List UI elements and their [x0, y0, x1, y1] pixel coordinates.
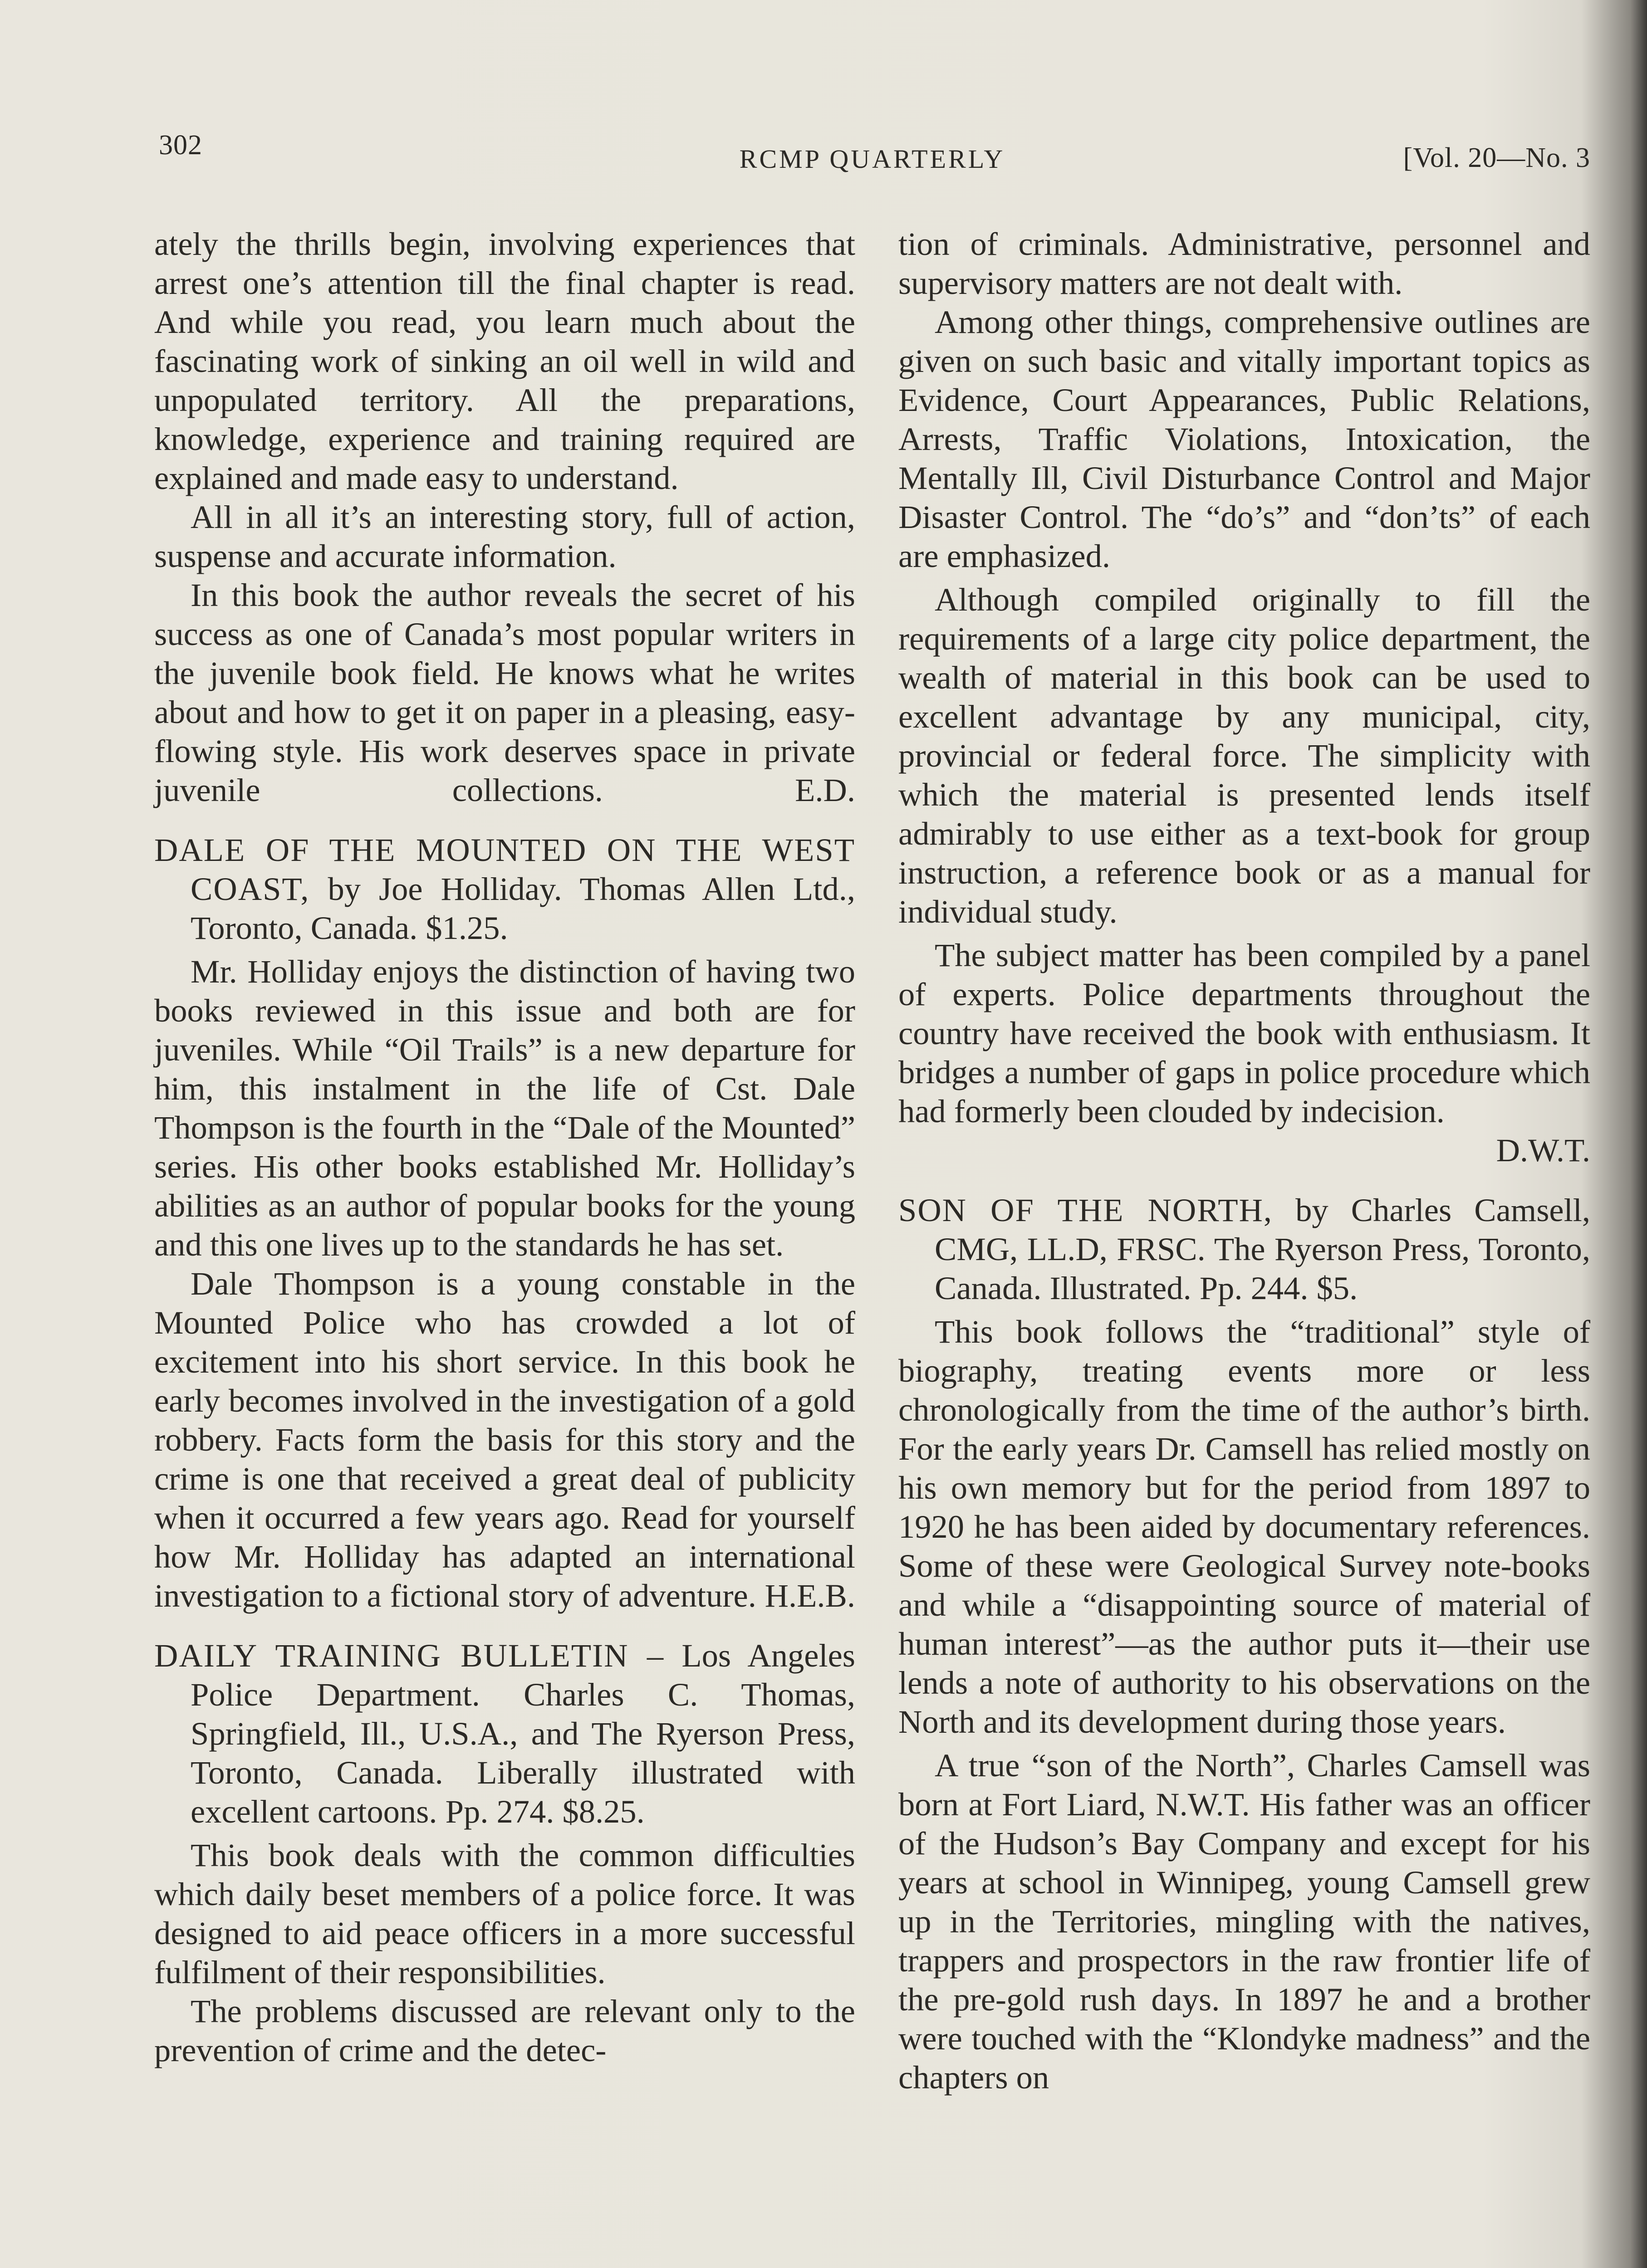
review-paragraph: Although compiled originally to fill the requirements of a large city police department, the wealth of material in this book can be used to excellent advantage by any municipal, city, provincial or federal force. The simplicity with which the material is presented lends itself admirably to use either as a text-book for group instruction, a reference book or as a manual for individual study.: [898, 581, 1590, 930]
review-heading-bulletin: [154, 1636, 855, 1831]
reviewer-initials: E.D.: [795, 772, 856, 808]
review-paragraph: Among other things, comprehensive outlines are given on such basic and vitally important topics as Evidence, Court Appearances, Public Relations, Arrests, Traffic Violations, Intoxication, the Mentally Ill, Civil Disturbance Control and Major Disaster Control. The “do’s” and “don’ts” of each are emphasized.: [898, 303, 1590, 574]
oil-trails-paragraph: [154, 576, 855, 810]
book-details: by Charles Camsell, CMG, LL.D, FRSC. The Ryerson Press, Toronto, Canada. Illustrated. Pp. 244. $5.: [935, 1192, 1590, 1306]
volume-label: [Vol. 20—No. 3: [1403, 142, 1590, 173]
right-column: [898, 225, 1590, 2097]
review-paragraph: The subject matter has been compiled by a panel of experts. Police departments throughout the country have received the book with enthusiasm. It bridges a number of gaps in police procedure which had formerly been clouded by indecision.: [898, 937, 1590, 1129]
review-paragraph: The problems discussed are relevant only to the prevention of crime and the detec-: [154, 1993, 855, 2068]
review-paragraph: A true “son of the North”, Charles Camsell was born at Fort Liard, N.W.T. His father was an officer of the Hudson’s Bay Company and except for his years at school in Winnipeg, young Camsell grew up in the Territories, mingling with the natives, trappers and prospectors in the raw frontier life of the pre-gold rush days. In 1897 he and a brother were touched with the “Klondyke madness” and the chapters on: [898, 1747, 1590, 2096]
book-details: by Joe Holliday. Thomas Allen Ltd., Toronto, Canada. $1.25.: [191, 870, 855, 946]
book-title: DALE OF THE MOUNTED ON THE WEST COAST,: [154, 831, 855, 907]
book-details: – Los Angeles Police Department. Charles C. Thomas, Springfield, Ill., U.S.A., and The Ryerson Press, Toronto, Canada. Liberally illustrated with excellent cartoons. Pp. 274. $8.25.: [191, 1637, 855, 1830]
review-paragraph: This book deals with the common difficulties which daily beset members of a police force. It was designed to aid peace officers in a more successful fulfilment of their responsibilities.: [154, 1837, 855, 1990]
review-paragraph: This book follows the “traditional” style of biography, treating events more or less chronologically from the time of the author’s birth. For the early years Dr. Camsell has relied mostly on his own memory but for the period from 1897 to 1920 he has been aided by documentary references. Some of these were Geological Survey note-books and while a “disappointing source of material of human interest”—as the author puts it—their use lends a note of authority to his observations on the North and its development during those years.: [898, 1313, 1590, 1740]
review-paragraph: tion of criminals. Administrative, personnel and supervisory matters are not dealt with.: [898, 225, 1590, 301]
oil-trails-paragraph: ately the thrills begin, involving experiences that arrest one’s attention till the final chapter is read. And while you read, you learn much about the fascinating work of sinking an oil well in wild and unpopulated territory. All the preparations, knowledge, experience and training required are explained and made easy to understand.: [154, 225, 855, 496]
oil-trails-paragraph: All in all it’s an interesting story, full of action, suspense and accurate information.: [154, 499, 855, 574]
paragraph-text: In this book the author reveals the secret of his success as one of Canada’s most popular writers in the juvenile book field. He knows what he writes about and how to get it on paper in a pleasing, easy-flowing style. His work deserves space in private juvenile collections.: [154, 577, 855, 808]
reviewer-initials: D.W.T.: [1496, 1132, 1590, 1168]
reviewer-initials: H.E.B.: [765, 1577, 856, 1614]
review-heading-son-of-the-north: [898, 1191, 1590, 1308]
book-title: SON OF THE NORTH,: [898, 1192, 1273, 1228]
running-header: [154, 129, 1590, 179]
paragraph-text: Dale Thompson is a young constable in the Mounted Police who has crowded a lot of excitement into his short service. In this book he early becomes involved in the investigation of a gold robbery. Facts form the basis for this story and the crime is one that received a great deal of publicity when it occurred a few years ago. Read for yourself how Mr. Holliday has adapted an international investigation to a fictional story of adventure.: [154, 1265, 855, 1614]
book-title: DAILY TRAINING BULLETIN: [154, 1637, 629, 1674]
review-paragraph: [154, 1264, 855, 1615]
journal-title: RCMP QUARTERLY: [739, 144, 1005, 174]
left-column: [154, 225, 855, 2070]
review-paragraph: Mr. Holliday enjoys the distinction of having two books reviewed in this issue and both are for juveniles. While “Oil Trails” is a new departure for him, this instalment in the life of Cst. Dale Thompson is the fourth in the “Dale of the Mounted” series. His other books established Mr. Holliday’s abilities as an author of popular books for the young and this one lives up to the standards he has set.: [154, 953, 855, 1263]
review-heading-dale: [154, 831, 855, 948]
page-number: 302: [159, 130, 202, 161]
